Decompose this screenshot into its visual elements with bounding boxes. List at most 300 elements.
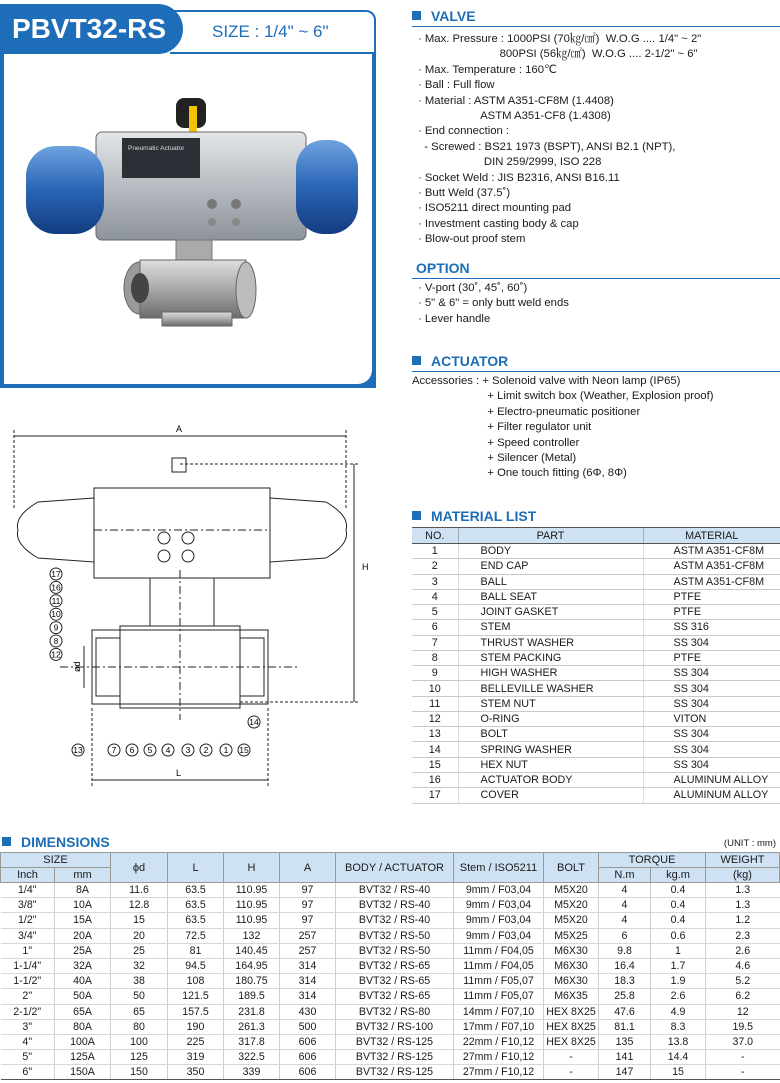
table-row [1, 943, 780, 958]
bullet-square-icon [412, 511, 421, 520]
part-no: 14 [412, 742, 458, 757]
valve-line: - Screwed : BS21 1973 (BSPT), ANSI B2.1 (NPT), [418, 140, 676, 153]
weight-cell: 5.2 [706, 974, 780, 989]
phid-cell: 80 [111, 1019, 168, 1034]
size-inch-cell: 1" [1, 943, 55, 958]
valve-line: · ISO5211 direct mounting pad [418, 202, 572, 215]
body-actuator-cell: BVT32 / RS-40 [336, 883, 454, 898]
phid-cell: 20 [111, 928, 168, 943]
part-name: O-RING [458, 711, 643, 726]
height-h-cell: 110.95 [224, 913, 280, 928]
valve-line: · End connection : [418, 125, 510, 138]
table-row [1, 989, 780, 1004]
torque-nm-cell: 6 [599, 928, 651, 943]
callout-number: 16 [51, 582, 61, 593]
size-inch-cell: 1-1/2" [1, 974, 55, 989]
part-name: ACTUATOR BODY [458, 772, 643, 787]
length-l-cell: 225 [168, 1034, 224, 1049]
height-h-cell: 110.95 [224, 883, 280, 898]
material-list-title: MATERIAL LIST [412, 508, 536, 524]
table-row [412, 666, 780, 681]
width-a-cell: 97 [280, 913, 336, 928]
callout-number: 4 [165, 745, 171, 755]
part-no: 11 [412, 696, 458, 711]
table-row [412, 757, 780, 772]
length-l-cell: 190 [168, 1019, 224, 1034]
valve-line: 800PSI (56㎏/㎠) W.O.G .... 2-1/2" ~ 6" [418, 48, 698, 61]
part-material: SS 304 [643, 727, 780, 742]
torque-nm-cell: 47.6 [599, 1004, 651, 1019]
torque-nm-cell: 9.8 [599, 943, 651, 958]
torque-nm-cell: 4 [599, 883, 651, 898]
stem-iso-cell: 17mm / F07,10 [454, 1019, 544, 1034]
callout-number: 10 [51, 609, 61, 620]
part-material: SS 304 [643, 666, 780, 681]
height-h-cell: 231.8 [224, 1004, 280, 1019]
weight-cell: 2.6 [706, 943, 780, 958]
actuator-accessories [412, 374, 713, 482]
divider [412, 371, 780, 372]
torque-nm-cell: 4 [599, 913, 651, 928]
callout-number: 8 [53, 636, 59, 646]
width-a-cell: 314 [280, 958, 336, 973]
part-no: 13 [412, 727, 458, 742]
size-mm-cell: 150A [55, 1065, 111, 1080]
col-header-a: A [280, 853, 336, 883]
stem-iso-cell: 9mm / F03,04 [454, 928, 544, 943]
dimensions-table [0, 852, 780, 1080]
table-row [1, 913, 780, 928]
torque-kgm-cell: 0.4 [651, 883, 706, 898]
width-a-cell: 314 [280, 989, 336, 1004]
col-header-part: PART [458, 528, 643, 544]
phid-cell: 65 [111, 1004, 168, 1019]
torque-nm-cell: 18.3 [599, 974, 651, 989]
table-row [412, 559, 780, 574]
width-a-cell: 257 [280, 943, 336, 958]
torque-kgm-cell: 15 [651, 1065, 706, 1080]
body-actuator-cell: BVT32 / RS-65 [336, 974, 454, 989]
valve-section-title: VALVE [412, 8, 476, 24]
weight-cell: 1.3 [706, 898, 780, 913]
size-mm-cell: 10A [55, 898, 111, 913]
valve-line: DIN 259/2999, ISO 228 [418, 156, 602, 169]
size-mm-cell: 15A [55, 913, 111, 928]
phid-cell: 15 [111, 913, 168, 928]
torque-kgm-cell: 0.4 [651, 913, 706, 928]
table-row [412, 681, 780, 696]
table-row [412, 711, 780, 726]
phid-cell: 125 [111, 1050, 168, 1065]
size-mm-cell: 25A [55, 943, 111, 958]
part-no: 1 [412, 544, 458, 559]
phid-cell: 12.8 [111, 898, 168, 913]
part-name: BODY [458, 544, 643, 559]
part-material: SS 304 [643, 742, 780, 757]
part-material: ALUMINUM ALLOY [643, 788, 780, 803]
part-name: JOINT GASKET [458, 605, 643, 620]
length-l-cell: 350 [168, 1065, 224, 1080]
phid-cell: 38 [111, 974, 168, 989]
length-l-cell: 72.5 [168, 928, 224, 943]
body-actuator-cell: BVT32 / RS-100 [336, 1019, 454, 1034]
bolt-cell: M5X20 [544, 898, 599, 913]
width-a-cell: 606 [280, 1050, 336, 1065]
size-inch-cell: 2-1/2" [1, 1004, 55, 1019]
option-specs [418, 281, 569, 327]
height-h-cell: 322.5 [224, 1050, 280, 1065]
length-l-cell: 108 [168, 974, 224, 989]
phid-cell: 25 [111, 943, 168, 958]
product-model-title: PBVT32-RS [0, 4, 183, 54]
height-h-cell: 180.75 [224, 974, 280, 989]
part-no: 6 [412, 620, 458, 635]
size-mm-cell: 100A [55, 1034, 111, 1049]
table-row [1, 1034, 780, 1049]
bolt-cell: HEX 8X25 [544, 1019, 599, 1034]
part-material: PTFE [643, 650, 780, 665]
part-name: HEX NUT [458, 757, 643, 772]
valve-line: · Investment casting body & cap [418, 217, 579, 230]
phid-cell: 100 [111, 1034, 168, 1049]
option-section-title: OPTION [416, 260, 470, 276]
size-mm-cell: 125A [55, 1050, 111, 1065]
bolt-cell: M6X30 [544, 958, 599, 973]
torque-kgm-cell: 2.6 [651, 989, 706, 1004]
length-l-cell: 63.5 [168, 913, 224, 928]
height-h-cell: 132 [224, 928, 280, 943]
height-h-cell: 164.95 [224, 958, 280, 973]
part-no: 3 [412, 574, 458, 589]
callout-number: 15 [239, 745, 249, 755]
table-row [1, 974, 780, 989]
part-no: 8 [412, 650, 458, 665]
width-a-cell: 97 [280, 898, 336, 913]
divider [412, 26, 780, 27]
bolt-cell: M6X30 [544, 974, 599, 989]
torque-nm-cell: 141 [599, 1050, 651, 1065]
torque-nm-cell: 4 [599, 898, 651, 913]
callout-number: 7 [111, 745, 117, 755]
weight-cell: 1.2 [706, 913, 780, 928]
weight-cell: - [706, 1050, 780, 1065]
bolt-cell: HEX 8X25 [544, 1004, 599, 1019]
bolt-cell: M6X30 [544, 943, 599, 958]
size-inch-cell: 5" [1, 1050, 55, 1065]
col-header-size: SIZE [1, 853, 111, 868]
size-inch-cell: 4" [1, 1034, 55, 1049]
size-inch-cell: 3/8" [1, 898, 55, 913]
valve-line: ASTM A351-CF8 (1.4308) [418, 110, 611, 123]
technical-drawing [0, 420, 400, 800]
table-row [412, 635, 780, 650]
width-a-cell: 606 [280, 1065, 336, 1080]
weight-cell: 4.6 [706, 958, 780, 973]
torque-kgm-cell: 4.9 [651, 1004, 706, 1019]
unit-note: (UNIT : mm) [723, 838, 776, 849]
part-material: ASTM A351-CF8M [643, 544, 780, 559]
option-line: · 5" & 6" = only butt weld ends [418, 297, 569, 310]
part-name: HIGH WASHER [458, 666, 643, 681]
bolt-cell: M6X35 [544, 989, 599, 1004]
bullet-square-icon [412, 356, 421, 365]
part-name: COVER [458, 788, 643, 803]
col-header-body-actuator: BODY / ACTUATOR [336, 853, 454, 883]
size-range-label: SIZE : 1/4" ~ 6" [170, 10, 376, 54]
size-mm-cell: 65A [55, 1004, 111, 1019]
torque-kgm-cell: 0.6 [651, 928, 706, 943]
table-row [1, 1019, 780, 1034]
stem-iso-cell: 11mm / F05,07 [454, 989, 544, 1004]
weight-cell: 1.3 [706, 883, 780, 898]
torque-nm-cell: 135 [599, 1034, 651, 1049]
stem-iso-cell: 11mm / F04,05 [454, 958, 544, 973]
col-header-weight: WEIGHT [706, 853, 780, 868]
col-header-mm: mm [55, 868, 111, 883]
cross-section-drawing [0, 420, 400, 800]
callout-number: 12 [51, 649, 61, 660]
part-no: 17 [412, 788, 458, 803]
phid-cell: 11.6 [111, 883, 168, 898]
weight-cell: - [706, 1065, 780, 1080]
size-inch-cell: 6" [1, 1065, 55, 1080]
part-no: 15 [412, 757, 458, 772]
col-header-l: L [168, 853, 224, 883]
bolt-cell: M5X20 [544, 913, 599, 928]
valve-line: · Max. Temperature : 160℃ [418, 63, 557, 76]
table-row [412, 544, 780, 559]
width-a-cell: 314 [280, 974, 336, 989]
weight-cell: 6.2 [706, 989, 780, 1004]
part-no: 5 [412, 605, 458, 620]
part-name: SPRING WASHER [458, 742, 643, 757]
divider [412, 278, 780, 279]
height-h-cell: 261.3 [224, 1019, 280, 1034]
body-actuator-cell: BVT32 / RS-40 [336, 898, 454, 913]
option-line: · V-port (30˚, 45˚, 60˚) [418, 282, 528, 294]
body-actuator-cell: BVT32 / RS-80 [336, 1004, 454, 1019]
part-material: SS 304 [643, 696, 780, 711]
body-actuator-cell: BVT32 / RS-65 [336, 958, 454, 973]
length-l-cell: 94.5 [168, 958, 224, 973]
col-header-nm: N.m [599, 868, 651, 883]
actuator-nameplate: Pneumatic Actuator [128, 145, 185, 152]
part-material: ASTM A351-CF8M [643, 574, 780, 589]
callout-number: 14 [249, 717, 259, 727]
material-list-table [412, 527, 780, 804]
valve-line: · Socket Weld : JIS B2316, ANSI B16.11 [418, 171, 620, 184]
callout-number: 2 [203, 745, 209, 755]
torque-nm-cell: 25.8 [599, 989, 651, 1004]
part-material: VITON [643, 711, 780, 726]
stem-iso-cell: 14mm / F07,10 [454, 1004, 544, 1019]
product-photo [4, 54, 372, 384]
stem-iso-cell: 27mm / F10,12 [454, 1050, 544, 1065]
size-inch-cell: 1/4" [1, 883, 55, 898]
height-h-cell: 317.8 [224, 1034, 280, 1049]
valve-line: · Max. Pressure : 1000PSI (70㎏/㎠) W.O.G .... 1/4" ~ 2" [418, 33, 702, 45]
width-a-cell: 257 [280, 928, 336, 943]
valve-line: · Blow-out proof stem [418, 233, 526, 246]
option-line: · Lever handle [418, 312, 491, 325]
table-row [1, 1004, 780, 1019]
width-a-cell: 606 [280, 1034, 336, 1049]
torque-nm-cell: 147 [599, 1065, 651, 1080]
length-l-cell: 319 [168, 1050, 224, 1065]
phid-cell: 50 [111, 989, 168, 1004]
stem-iso-cell: 27mm / F10,12 [454, 1065, 544, 1080]
part-name: BALL [458, 574, 643, 589]
actuator-line: + Speed controller [412, 436, 580, 449]
actuator-line: + Silencer (Metal) [412, 452, 577, 465]
table-row [1, 928, 780, 943]
stem-iso-cell: 11mm / F05,07 [454, 974, 544, 989]
body-actuator-cell: BVT32 / RS-50 [336, 928, 454, 943]
actuator-line: + Filter regulator unit [412, 421, 592, 434]
body-actuator-cell: BVT32 / RS-50 [336, 943, 454, 958]
height-h-cell: 339 [224, 1065, 280, 1080]
table-row [412, 788, 780, 803]
table-row [412, 605, 780, 620]
dimension-l-label: L [176, 768, 182, 778]
torque-kgm-cell: 13.8 [651, 1034, 706, 1049]
part-material: ASTM A351-CF8M [643, 559, 780, 574]
weight-cell: 19.5 [706, 1019, 780, 1034]
part-name: STEM NUT [458, 696, 643, 711]
part-no: 2 [412, 559, 458, 574]
part-no: 4 [412, 589, 458, 604]
col-header-bolt: BOLT [544, 853, 599, 883]
torque-kgm-cell: 8.3 [651, 1019, 706, 1034]
part-name: END CAP [458, 559, 643, 574]
col-header-h: H [224, 853, 280, 883]
valve-line: · Ball : Full flow [418, 79, 495, 92]
callout-number: 6 [129, 745, 135, 755]
stem-iso-cell: 9mm / F03,04 [454, 913, 544, 928]
size-mm-cell: 20A [55, 928, 111, 943]
table-row [412, 574, 780, 589]
col-header-kg: (kg) [706, 868, 780, 883]
callout-number: 17 [51, 569, 61, 579]
table-row [412, 620, 780, 635]
callout-number: 11 [51, 595, 61, 606]
body-actuator-cell: BVT32 / RS-40 [336, 913, 454, 928]
table-row [412, 772, 780, 787]
dimension-a-label: A [176, 424, 183, 434]
part-material: ALUMINUM ALLOY [643, 772, 780, 787]
bolt-cell: M5X25 [544, 928, 599, 943]
col-header-kgm: kg.m [651, 868, 706, 883]
valve-specs [418, 32, 701, 248]
part-name: STEM PACKING [458, 650, 643, 665]
actuator-section-title: ACTUATOR [412, 353, 508, 369]
weight-cell: 2.3 [706, 928, 780, 943]
height-h-cell: 110.95 [224, 898, 280, 913]
bolt-cell: - [544, 1050, 599, 1065]
weight-cell: 12 [706, 1004, 780, 1019]
col-header-inch: Inch [1, 868, 55, 883]
stem-iso-cell: 11mm / F04,05 [454, 943, 544, 958]
size-mm-cell: 32A [55, 958, 111, 973]
part-no: 10 [412, 681, 458, 696]
dimension-d-label: ød [72, 661, 82, 672]
height-h-cell: 189.5 [224, 989, 280, 1004]
torque-kgm-cell: 14.4 [651, 1050, 706, 1065]
size-inch-cell: 1/2" [1, 913, 55, 928]
length-l-cell: 157.5 [168, 1004, 224, 1019]
torque-kgm-cell: 1.7 [651, 958, 706, 973]
callout-number: 1 [223, 745, 229, 755]
part-name: STEM [458, 620, 643, 635]
phid-cell: 32 [111, 958, 168, 973]
actuated-ball-valve-illustration [4, 54, 372, 384]
table-row [1, 1065, 780, 1080]
col-header-no: NO. [412, 528, 458, 544]
actuator-line: + Electro-pneumatic positioner [412, 405, 641, 418]
col-header-stem: Stem / ISO5211 [454, 853, 544, 883]
size-mm-cell: 50A [55, 989, 111, 1004]
stem-iso-cell: 9mm / F03,04 [454, 898, 544, 913]
part-material: SS 304 [643, 681, 780, 696]
valve-line: · Material : ASTM A351-CF8M (1.4408) [418, 94, 614, 107]
body-actuator-cell: BVT32 / RS-65 [336, 989, 454, 1004]
weight-cell: 37.0 [706, 1034, 780, 1049]
part-name: BELLEVILLE WASHER [458, 681, 643, 696]
bullet-square-icon [2, 837, 11, 846]
bolt-cell: M5X20 [544, 883, 599, 898]
part-no: 12 [412, 711, 458, 726]
size-inch-cell: 3/4" [1, 928, 55, 943]
table-row [1, 898, 780, 913]
bullet-square-icon [412, 11, 421, 20]
size-inch-cell: 3" [1, 1019, 55, 1034]
body-actuator-cell: BVT32 / RS-125 [336, 1065, 454, 1080]
table-row [1, 958, 780, 973]
col-header-material: MATERIAL [643, 528, 780, 544]
part-material: SS 304 [643, 635, 780, 650]
size-inch-cell: 2" [1, 989, 55, 1004]
stem-iso-cell: 9mm / F03,04 [454, 883, 544, 898]
part-no: 7 [412, 635, 458, 650]
body-actuator-cell: BVT32 / RS-125 [336, 1034, 454, 1049]
col-header-phid: ϕd [111, 853, 168, 883]
product-photo-frame [0, 54, 376, 388]
size-mm-cell: 8A [55, 883, 111, 898]
part-material: SS 316 [643, 620, 780, 635]
width-a-cell: 97 [280, 883, 336, 898]
part-material: PTFE [643, 589, 780, 604]
bolt-cell: HEX 8X25 [544, 1034, 599, 1049]
table-row [412, 650, 780, 665]
torque-kgm-cell: 1 [651, 943, 706, 958]
col-header-torque: TORQUE [599, 853, 706, 868]
part-name: BOLT [458, 727, 643, 742]
table-row [412, 727, 780, 742]
torque-nm-cell: 81.1 [599, 1019, 651, 1034]
table-row [412, 696, 780, 711]
size-mm-cell: 40A [55, 974, 111, 989]
actuator-line: + Limit switch box (Weather, Explosion proof) [412, 390, 714, 403]
part-no: 9 [412, 666, 458, 681]
part-no: 16 [412, 772, 458, 787]
callout-number: 3 [185, 745, 191, 755]
part-name: BALL SEAT [458, 589, 643, 604]
torque-nm-cell: 16.4 [599, 958, 651, 973]
part-name: THRUST WASHER [458, 635, 643, 650]
height-h-cell: 140.45 [224, 943, 280, 958]
actuator-line: Accessories : + Solenoid valve with Neon lamp (IP65) [412, 375, 681, 387]
dimension-h-label: H [362, 562, 369, 572]
